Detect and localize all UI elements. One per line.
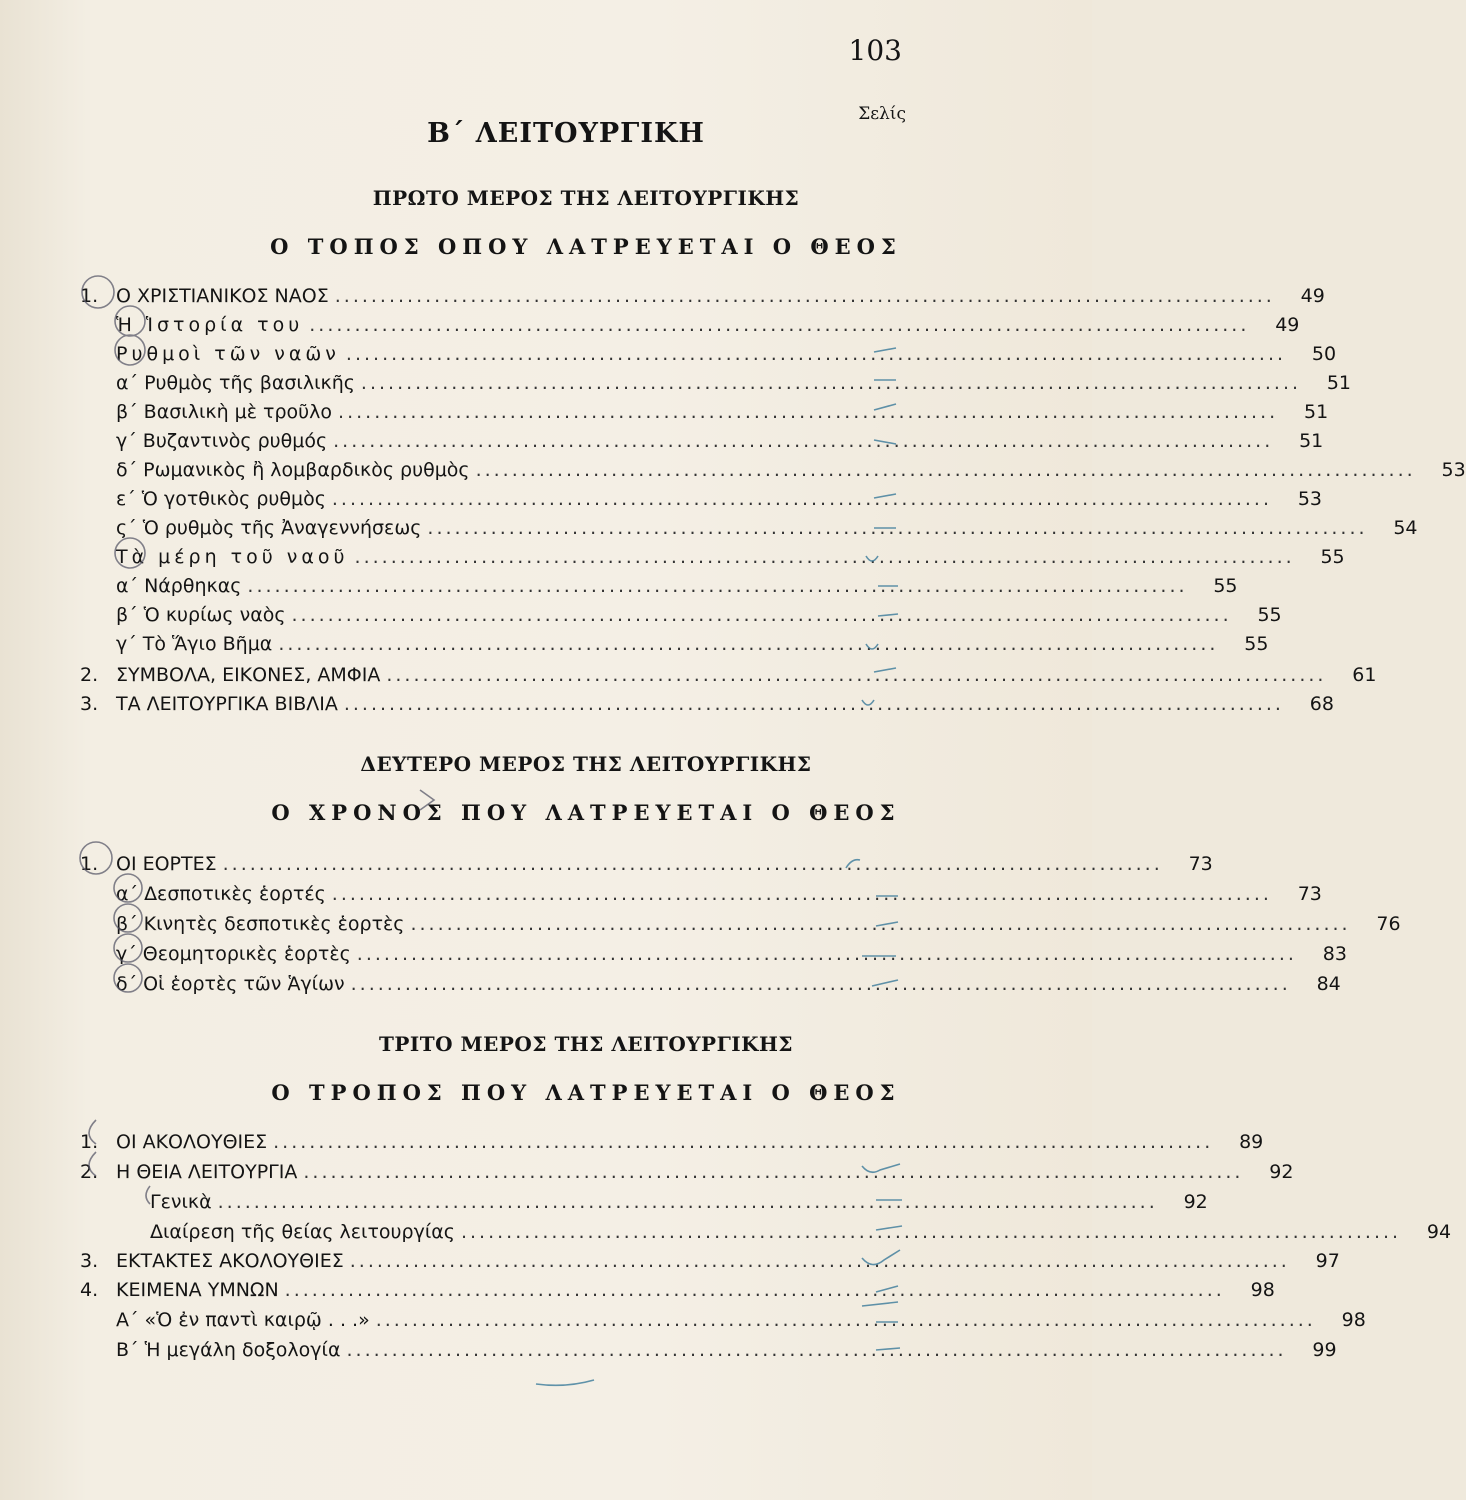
toc-entry-page: 53 (1441, 459, 1466, 481)
toc-entry[interactable] (80, 1124, 1264, 1153)
toc-entry-page: 83 (1322, 943, 1347, 965)
toc-entry-page: 51 (1326, 372, 1352, 394)
toc-entry-number: 4. (80, 1279, 99, 1301)
toc-entry-label: Ρυθμοὶ τῶν ναῶν (116, 343, 340, 365)
leader-dots: ........................................................................................................ (333, 430, 1274, 452)
toc-entry-label: β΄ Ὁ κυρίως ναὸς (116, 604, 286, 626)
leader-dots: ........................................................................................................ (386, 664, 1327, 686)
leader-dots: ........................................................................................................ (375, 1309, 1316, 1331)
toc-entry-label: β΄ Βασιλικὴ μὲ τροῦλο (116, 401, 333, 423)
toc-entry-label: ΟΙ ΑΚΟΛΟΥΘΙΕΣ (116, 1131, 268, 1153)
toc-entry[interactable] (80, 1332, 1337, 1361)
toc-entry-page: 98 (1250, 1279, 1275, 1301)
leader-dots: ........................................................................................................ (460, 1221, 1402, 1243)
toc-entry[interactable] (80, 1154, 1294, 1183)
toc-entry-number: 1. (80, 1131, 99, 1153)
toc-entry-label: ΕΚΤΑΚΤΕΣ ΑΚΟΛΟΥΘΙΕΣ (116, 1250, 344, 1272)
toc-entry-label: ΤΑ ΛΕΙΤΟΥΡΓΙΚΑ ΒΙΒΛΙΑ (116, 693, 338, 715)
toc-entry[interactable] (80, 657, 1377, 686)
toc-entry[interactable] (80, 423, 1324, 452)
toc-entry-number: 2. (80, 1161, 99, 1183)
toc-entry-page: 50 (1311, 343, 1337, 365)
toc-entry-page: 84 (1316, 973, 1341, 995)
leader-dots: ........................................................................................................ (247, 575, 1188, 597)
toc-entry[interactable] (80, 1214, 1452, 1243)
toc-entry-number: 3. (80, 693, 99, 715)
toc-entry-number: 3. (80, 1250, 99, 1272)
toc-entry[interactable] (80, 1184, 1208, 1213)
toc-entry-label: Γενικὰ (150, 1191, 212, 1213)
toc-entry-number: 2. (80, 664, 99, 686)
leader-dots: ........................................................................................................ (360, 372, 1302, 394)
toc-entry-page: 55 (1213, 575, 1238, 597)
toc-entry[interactable] (80, 846, 1213, 875)
toc-entry[interactable] (80, 597, 1282, 626)
part-2-subject: Ο ΧΡΟΝΟΣ ΠΟΥ ΛΑΤΡΕΥΕΤΑΙ Ο ΘΕΟΣ (271, 800, 901, 825)
toc-entry-page: 92 (1183, 1191, 1208, 1213)
toc-entry-page: 53 (1297, 488, 1323, 510)
toc-entry-label: β΄ Κινητὲς δεσποτικὲς ἑορτὲς (116, 913, 405, 935)
leader-dots: ........................................................................................................ (278, 633, 1219, 655)
toc-entry[interactable] (80, 1302, 1366, 1331)
toc-entry-label: ΟΙ ΕΟΡΤΕΣ (116, 853, 217, 875)
toc-entry-label: γ΄ Τὸ Ἅγιο Βῆμα (116, 633, 273, 655)
toc-entry-page: 49 (1300, 285, 1325, 307)
main-title: Β΄ ΛΕΙΤΟΥΡΓΙΚΗ (427, 118, 705, 149)
leader-dots: ........................................................................................................ (427, 517, 1368, 539)
toc-entry[interactable] (80, 626, 1269, 655)
toc-entry-label: γ΄ Θεομητορικὲς ἑορτὲς (116, 943, 351, 965)
toc-entry-label: Ο ΧΡΙΣΤΙΑΝΙΚΟΣ ΝΑΟΣ (116, 285, 329, 307)
toc-entry-label: Τὰ μέρη τοῦ ναοῦ (116, 546, 349, 568)
toc-entry-page: 68 (1309, 693, 1334, 715)
leader-dots: ........................................................................................................ (309, 314, 1250, 336)
page-number: 103 (848, 34, 902, 67)
leader-dots: ........................................................................................................ (331, 488, 1273, 510)
toc-entry-page: 51 (1303, 401, 1329, 423)
toc-entry-label: ΚΕΙΜΕΝΑ ΥΜΝΩΝ (116, 1279, 279, 1301)
part-3-title: ΤΡΙΤΟ ΜΕΡΟΣ ΤΗΣ ΛΕΙΤΟΥΡΓΙΚΗΣ (378, 1032, 794, 1056)
leader-dots: ........................................................................................................ (345, 343, 1287, 365)
leader-dots: ........................................................................................................ (475, 459, 1416, 481)
toc-entry[interactable] (80, 539, 1345, 568)
leader-dots: ........................................................................................................ (222, 853, 1163, 875)
toc-entry-label: Α΄ «Ὁ ἐν παντὶ καιρῷ . . .» (116, 1309, 370, 1331)
toc-entry-label: Διαίρεση τῆς θείας λειτουργίας (150, 1221, 455, 1243)
toc-entry-number: 1. (80, 285, 99, 307)
toc-entry[interactable] (80, 510, 1418, 539)
toc-entry-number: 1. (80, 853, 99, 875)
toc-entry-page: 55 (1244, 633, 1269, 655)
toc-entry[interactable] (80, 1243, 1340, 1272)
toc-entry-label: α΄ Δεσποτικὲς ἑορτές (116, 883, 326, 905)
toc-entry[interactable] (80, 394, 1329, 423)
toc-entry[interactable] (80, 452, 1466, 481)
leader-dots: ........................................................................................................ (284, 1279, 1225, 1301)
toc-entry-label: γ΄ Βυζαντινὸς ρυθμός (116, 430, 328, 452)
toc-entry-label: α΄ Νάρθηκας (116, 575, 242, 597)
toc-entry-page: 73 (1188, 853, 1213, 875)
toc-entry-label: ΣΥΜΒΟΛΑ, ΕΙΚΟΝΕΣ, ΑΜΦΙΑ (116, 664, 381, 686)
leader-dots: ........................................................................................................ (331, 883, 1272, 905)
part-1-subject: Ο ΤΟΠΟΣ ΟΠΟΥ ΛΑΤΡΕΥΕΤΑΙ Ο ΘΕΟΣ (270, 234, 902, 259)
toc-entry-page: 55 (1257, 604, 1282, 626)
leader-dots: ........................................................................................................ (354, 546, 1295, 568)
leader-dots: ........................................................................................................ (343, 693, 1284, 715)
leader-dots: ........................................................................................................ (410, 913, 1351, 935)
toc-entry-page: 73 (1297, 883, 1322, 905)
toc-entry[interactable] (80, 365, 1352, 394)
toc-entry-label: Η ΘΕΙΑ ΛΕΙΤΟΥΡΓΙΑ (116, 1161, 298, 1183)
leader-dots: ........................................................................................................ (291, 604, 1232, 626)
ink-underline-mark (536, 1380, 594, 1385)
toc-entry-label: Β΄ Ἡ μεγάλη δοξολογία (116, 1339, 341, 1361)
toc-entry[interactable] (80, 568, 1238, 597)
leader-dots: ........................................................................................................ (338, 401, 1279, 423)
leader-dots: ........................................................................................................ (350, 973, 1291, 995)
toc-entry-label: δ΄ Ρωμανικὸς ἢ λομβαρδικὸς ρυθμὸς (116, 459, 470, 481)
part-2-title: ΔΕΥΤΕΡΟ ΜΕΡΟΣ ΤΗΣ ΛΕΙΤΟΥΡΓΙΚΗΣ (360, 752, 812, 776)
page-column-header: Σελίς (858, 104, 906, 124)
toc-entry[interactable] (80, 481, 1323, 510)
toc-entry-label: Ἡ Ἱστορία του (116, 314, 304, 336)
toc-entry-label: α΄ Ρυθμὸς τῆς βασιλικῆς (116, 372, 355, 394)
leader-dots: ........................................................................................................ (217, 1191, 1158, 1213)
toc-entry-page: 54 (1393, 517, 1418, 539)
toc-entry-page: 49 (1275, 314, 1300, 336)
toc-entry[interactable] (80, 876, 1322, 905)
leader-dots: ........................................................................................................ (346, 1339, 1287, 1361)
leader-dots: ........................................................................................................ (273, 1131, 1214, 1153)
part-3-subject: Ο ΤΡΟΠΟΣ ΠΟΥ ΛΑΤΡΕΥΕΤΑΙ Ο ΘΕΟΣ (271, 1080, 901, 1105)
toc-entry-page: 92 (1269, 1161, 1294, 1183)
toc-entry-label: ς΄ Ὁ ρυθμὸς τῆς Ἀναγεννήσεως (116, 517, 422, 539)
toc-entry[interactable] (80, 936, 1347, 965)
toc-entry[interactable] (80, 966, 1341, 995)
part-1-title: ΠΡΩΤΟ ΜΕΡΟΣ ΤΗΣ ΛΕΙΤΟΥΡΓΙΚΗΣ (372, 186, 800, 210)
leader-dots: ........................................................................................................ (349, 1250, 1290, 1272)
toc-entry-page: 98 (1341, 1309, 1366, 1331)
toc-entry-page: 55 (1320, 546, 1345, 568)
toc-entry[interactable] (80, 686, 1334, 715)
leader-dots: ........................................................................................................ (334, 285, 1275, 307)
leader-dots: ........................................................................................................ (356, 943, 1297, 965)
toc-entry-label: ε΄ Ὁ γοτθικὸς ρυθμὸς (116, 488, 326, 510)
toc-entry-page: 76 (1376, 913, 1401, 935)
toc-entry-page: 94 (1426, 1221, 1452, 1243)
toc-entry[interactable] (80, 278, 1325, 307)
toc-entry-page: 51 (1299, 430, 1324, 452)
toc-entry-page: 61 (1352, 664, 1377, 686)
toc-entry[interactable] (80, 336, 1337, 365)
toc-entry-page: 99 (1312, 1339, 1337, 1361)
toc-entry-page: 89 (1239, 1131, 1264, 1153)
leader-dots: ........................................................................................................ (303, 1161, 1244, 1183)
toc-entry[interactable] (80, 307, 1300, 336)
toc-entry-page: 97 (1315, 1250, 1340, 1272)
toc-entry[interactable] (80, 906, 1401, 935)
toc-entry-label: δ΄ Οἱ ἑορτὲς τῶν Ἁγίων (116, 973, 345, 995)
toc-entry[interactable] (80, 1272, 1275, 1301)
